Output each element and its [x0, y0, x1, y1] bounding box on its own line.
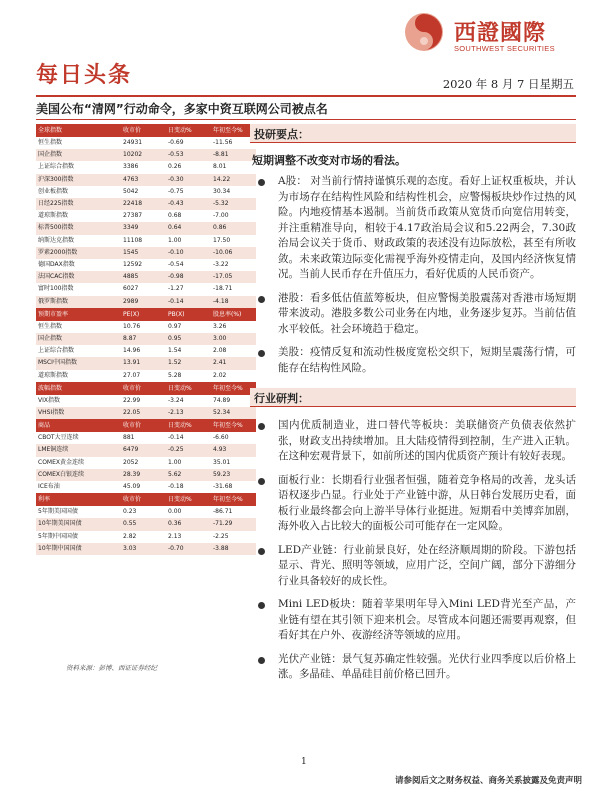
bullet-paragraph — [250, 345, 576, 376]
headline-divider — [36, 119, 576, 120]
table-row — [36, 469, 256, 481]
row-label: 恒生指数 — [38, 139, 63, 146]
cell-value: -0.53 — [166, 149, 211, 161]
table-row — [36, 333, 256, 345]
row-label: 罗素2000指数 — [36, 247, 121, 259]
column-header: 全球指数 — [36, 124, 121, 137]
row-label: 上证综合指数 — [38, 163, 75, 171]
section-header-investment — [250, 124, 576, 142]
cell-value: 10.76 — [123, 322, 141, 330]
column-header: 收市价 — [121, 124, 166, 137]
table-row — [36, 395, 256, 407]
table-row — [36, 531, 256, 543]
cell-value: 1.52 — [166, 357, 211, 369]
cell-value: 0.95 — [166, 333, 211, 345]
cell-value: -4.18 — [211, 296, 256, 308]
cell-value: -0.54 — [168, 261, 184, 269]
column-header: 日变动% — [166, 493, 211, 506]
cell-value: -2.13 — [166, 407, 211, 419]
cell-value: 0.64 — [166, 222, 211, 234]
row-label: 道琼斯指数 — [38, 371, 69, 379]
cell-value: -7.00 — [213, 212, 229, 220]
table-row — [36, 296, 256, 308]
cell-value: 0.00 — [168, 508, 182, 516]
column-header: 收市价 — [121, 382, 166, 395]
cell-value: 0.97 — [168, 322, 182, 330]
cell-value: -0.69 — [168, 139, 184, 146]
column-header: PE(X) — [121, 308, 166, 321]
cell-value: 3.03 — [121, 543, 166, 555]
paragraph-text: 美股：疫情反复和流动性极度宽松交织下，短期呈震荡行情，可能存在结构性风险。 — [278, 346, 576, 374]
investment-points — [250, 174, 576, 376]
table-header-row — [36, 124, 256, 137]
cell-value: 24931 — [123, 139, 143, 146]
cell-value: -10.06 — [211, 247, 256, 259]
table-row — [36, 518, 256, 530]
table-row — [36, 345, 256, 357]
column-header: 日变动% — [166, 419, 211, 432]
column-header: 波幅指数 — [36, 382, 121, 395]
column-header: 预期市盈率 — [36, 308, 121, 321]
cell-value: 13.91 — [121, 357, 166, 369]
market-table — [36, 124, 256, 555]
row-label: 上证综合指数 — [38, 347, 75, 355]
cell-value: 22.05 — [121, 407, 166, 419]
row-label: 标普500指数 — [36, 222, 121, 234]
cell-value: 22418 — [121, 198, 166, 210]
cell-value: 45.09 — [123, 483, 141, 491]
cell-value: 0.26 — [168, 163, 182, 171]
cell-value: 2.02 — [213, 371, 227, 379]
cell-value: 0.55 — [121, 518, 166, 530]
report-title: 每日头条 — [36, 63, 133, 88]
logo-english: SOUTHWEST SECURITIES — [454, 44, 555, 53]
industry-points — [250, 418, 576, 683]
cell-value: 2.08 — [213, 347, 227, 355]
cell-value: -3.88 — [211, 543, 256, 555]
table-row — [36, 247, 256, 259]
paragraph-text: 港股：看多低估值蓝筹板块，但应警惕美股震荡对香港市场短期带来波动。港股多数公司业务在内地，业务逐步复苏。当前估值水平较低。社会环境趋于稳定。 — [278, 291, 576, 335]
row-label: 5年期中国国债 — [38, 532, 78, 540]
bullet-paragraph — [250, 473, 576, 535]
column-header: 年初至今% — [211, 382, 256, 395]
table-row — [36, 321, 256, 333]
bullet-icon — [258, 296, 265, 303]
company-logo — [402, 10, 592, 60]
cell-value: 3349 — [121, 222, 166, 234]
cell-value: 52.34 — [211, 407, 256, 419]
table-row — [36, 543, 256, 555]
table-row — [36, 481, 256, 493]
page-number: 1 — [301, 757, 307, 767]
section-title: 投研要点： — [254, 128, 309, 141]
cell-value: 6479 — [121, 444, 166, 456]
row-label: ICE布油 — [38, 483, 60, 491]
row-label: LME铜连续 — [36, 444, 121, 456]
cell-value: 10202 — [121, 149, 166, 161]
cell-value: 12592 — [123, 261, 143, 269]
cell-value: 0.68 — [168, 212, 182, 220]
cell-value: 30.34 — [213, 187, 231, 195]
paragraph-text: 国内优质制造业，进口替代等板块：美联储资产负债表依然扩张，财政支出持续增加。且大陆疫情得到控制，生产进入正轨。在这种宏观背景下，如前所述的国内优质资产预计有较好表现。 — [278, 419, 576, 462]
cell-value: 0.86 — [211, 222, 256, 234]
cell-value: -3.24 — [168, 396, 184, 404]
cell-value: 74.89 — [213, 396, 231, 404]
cell-value: 27387 — [123, 212, 143, 220]
cell-value: -0.43 — [166, 198, 211, 210]
row-label: 富时100指数 — [38, 285, 74, 293]
cell-value: 2052 — [123, 458, 139, 466]
report-date: 2020 年 8 月 7 日星期五 — [442, 77, 574, 91]
cell-value: -0.25 — [166, 444, 211, 456]
cell-value: 0.36 — [166, 518, 211, 530]
cell-value: 2.41 — [211, 357, 256, 369]
paragraph-text: LED产业链：行业前景良好，处在经济顺周期的阶段。下游包括显示、背光、照明等领域，应用广泛，空间广阔，部分下游细分行业具备较好的成长性。 — [278, 543, 576, 587]
bullet-icon — [258, 478, 265, 485]
source-note: 资料来源：彭博、西证证券经纪 — [66, 664, 157, 672]
bullet-paragraph — [250, 291, 576, 338]
cell-value: 4.93 — [211, 444, 256, 456]
logo-emblem-icon — [402, 10, 452, 54]
cell-value: 5.62 — [166, 469, 211, 481]
cell-value: 11108 — [123, 236, 143, 244]
section-title: 行业研判： — [254, 392, 309, 405]
cell-value: 14.96 — [123, 347, 141, 355]
cell-value: 59.23 — [211, 469, 256, 481]
cell-value: 27.07 — [123, 371, 141, 379]
table-row — [36, 271, 256, 283]
cell-value: -0.10 — [166, 247, 211, 259]
row-label: VHSI指数 — [36, 407, 121, 419]
cell-value: -18.71 — [213, 285, 233, 293]
header-divider — [36, 95, 576, 97]
cell-value: 3.26 — [213, 322, 227, 330]
table-row — [36, 174, 256, 186]
cell-value: -3.22 — [213, 261, 229, 269]
cell-value: 3.00 — [211, 333, 256, 345]
cell-value: 28.39 — [121, 469, 166, 481]
cell-value: -0.14 — [166, 296, 211, 308]
row-label: 日经225指数 — [36, 198, 121, 210]
column-header: 年初至今% — [211, 419, 256, 432]
row-label: 国企指数 — [36, 149, 121, 161]
row-label: 创业板指数 — [38, 187, 69, 195]
cell-value: 4763 — [121, 174, 166, 186]
headline: 美国公布“清网”行动命令，多家中资互联网公司被点名 — [36, 102, 328, 116]
cell-value: -11.56 — [213, 139, 233, 146]
cell-value: -0.14 — [168, 434, 184, 442]
table-header-row — [36, 493, 256, 506]
column-header: 利率 — [36, 493, 121, 506]
bullet-icon — [258, 179, 265, 186]
paragraph-text: Mini LED板块：随着苹果明年导入Mini LED背光至产品，产业链有望在其引领下迎来机会。尽管成本问题还需要再观察，但看好其在户外、夜游经济等领域的应用。 — [278, 598, 576, 641]
table-row — [36, 432, 256, 444]
column-header: PB(X) — [166, 308, 211, 321]
bullet-icon — [258, 657, 265, 664]
commentary-column — [250, 124, 576, 691]
section-header-industry — [250, 388, 576, 406]
column-header: 日变动% — [166, 124, 211, 137]
row-label: 德国DAX指数 — [38, 261, 75, 269]
table-header-row — [36, 382, 256, 395]
table-row — [36, 235, 256, 247]
cell-value: 1.00 — [168, 458, 182, 466]
paragraph-text: 面板行业：长期看行业强者恒强，随着竞争格局的改善，龙头话语权逐步凸显。行业处于产业链中游，从日韩台发展历史看，面板行业最终都会向上游半导体行业挺进。短期看中美博弈加剧，海外收入占比较大的面板公司可能存在一定风险。 — [278, 473, 576, 532]
row-label: 恒生指数 — [38, 322, 63, 330]
cell-value: 2.13 — [168, 532, 182, 540]
cell-value: 1.54 — [168, 347, 182, 355]
subheading: 短期调整不改变对市场的看法。 — [252, 154, 406, 167]
table-row — [36, 198, 256, 210]
paragraph-text: 光伏产业链：景气复苏确定性较强。光伏行业四季度以后价格上涨。多晶硅、单晶硅目前价格已回升。 — [278, 652, 576, 680]
column-header: 年初至今% — [211, 124, 256, 137]
cell-value: 3386 — [123, 163, 139, 171]
cell-value: -71.29 — [211, 518, 256, 530]
bullet-paragraph — [250, 418, 576, 465]
bullet-icon — [258, 548, 265, 555]
column-header: 股息率(%) — [211, 308, 256, 321]
cell-value: -0.98 — [166, 271, 211, 283]
cell-value: 881 — [123, 434, 135, 442]
table-row — [36, 283, 256, 295]
column-header: 日变动% — [166, 382, 211, 395]
bullet-icon — [258, 350, 265, 357]
cell-value: -0.18 — [168, 483, 184, 491]
cell-value: -5.32 — [211, 198, 256, 210]
table-row — [36, 222, 256, 234]
cell-value: -8.81 — [211, 149, 256, 161]
table-row — [36, 370, 256, 382]
row-label: COMEX白银连续 — [36, 469, 121, 481]
cell-value: 8.01 — [213, 163, 227, 171]
bullet-paragraph — [250, 597, 576, 644]
row-label: 5年期美国国债 — [38, 508, 78, 516]
table-row — [36, 161, 256, 173]
table-row — [36, 357, 256, 369]
cell-value: -31.68 — [213, 483, 233, 491]
cell-value: 1545 — [121, 247, 166, 259]
paragraph-text: A股： 对当前行情持谨慎乐观的态度。看好上证权重板块，并认为市场存在结构性风险和结构性机会，应警惕板块炒作过热的风险。内地疫情基本遏制。当前货币政策从宽货币向宽信用转变，并注重精准导向，相较于4.17政治局会议和5.22两会，7.30政治局会议关于货币、财政政策的表述没有边际放松，甚至有所收敛。未来政策边际变化需视乎海外疫情走向，及国内经济恢复情况。当前人民币存在升值压力，看好优质的人民币资产。 — [278, 175, 576, 280]
bullet-paragraph — [250, 174, 576, 283]
cell-value: 0.23 — [123, 508, 137, 516]
row-label: 纳斯达克指数 — [38, 236, 75, 244]
cell-value: -2.25 — [213, 532, 229, 540]
cell-value: -0.30 — [166, 174, 211, 186]
row-label: 10年期中国国债 — [36, 543, 121, 555]
table-row — [36, 186, 256, 198]
cell-value: 35.01 — [213, 458, 231, 466]
cell-value: -86.71 — [213, 508, 233, 516]
row-label: 10年期美国国债 — [36, 518, 121, 530]
column-header: 年初至今% — [211, 493, 256, 506]
logo-text: 西證國際 — [454, 21, 547, 46]
cell-value: 1.00 — [168, 236, 182, 244]
column-header: 商品 — [36, 419, 121, 432]
cell-value: 6027 — [123, 285, 139, 293]
disclaimer-note: 请参阅后文之财务权益、商务关系披露及免责声明 — [394, 776, 582, 786]
table-header-row — [36, 419, 256, 432]
cell-value: 2989 — [121, 296, 166, 308]
column-header: 收市价 — [121, 493, 166, 506]
bullet-icon — [258, 423, 265, 430]
row-label: 法国CAC指数 — [36, 271, 121, 283]
cell-value: -0.75 — [168, 187, 184, 195]
row-label: 沪深300指数 — [36, 174, 121, 186]
market-data-panel — [36, 124, 256, 555]
cell-value: 14.22 — [211, 174, 256, 186]
bullet-icon — [258, 602, 265, 609]
cell-value: 4885 — [121, 271, 166, 283]
bullet-paragraph — [250, 652, 576, 683]
table-row — [36, 506, 256, 518]
cell-value: -17.05 — [211, 271, 256, 283]
cell-value: 2.82 — [123, 532, 137, 540]
cell-value: 5042 — [123, 187, 139, 195]
table-row — [36, 259, 256, 271]
cell-value: -6.60 — [213, 434, 229, 442]
row-label: 国企指数 — [36, 333, 121, 345]
cell-value: -1.27 — [168, 285, 184, 293]
row-label: COMEX黄金连续 — [38, 458, 84, 466]
table-row — [36, 457, 256, 469]
row-label: 俄罗斯指数 — [36, 296, 121, 308]
cell-value: -0.70 — [166, 543, 211, 555]
table-row — [36, 210, 256, 222]
table-row — [36, 149, 256, 161]
row-label: VIX指数 — [38, 396, 60, 404]
cell-value: 17.50 — [213, 236, 231, 244]
table-row — [36, 444, 256, 456]
cell-value: 22.99 — [123, 396, 141, 404]
table-row — [36, 407, 256, 419]
column-header: 收市价 — [121, 419, 166, 432]
bullet-paragraph — [250, 543, 576, 590]
row-label: 道琼斯指数 — [38, 212, 69, 220]
table-row — [36, 137, 256, 149]
cell-value: 8.87 — [121, 333, 166, 345]
cell-value: 5.28 — [168, 371, 182, 379]
table-header-row — [36, 308, 256, 321]
row-label: CBOT大豆连续 — [38, 434, 79, 442]
row-label: MSCI中国指数 — [36, 357, 121, 369]
